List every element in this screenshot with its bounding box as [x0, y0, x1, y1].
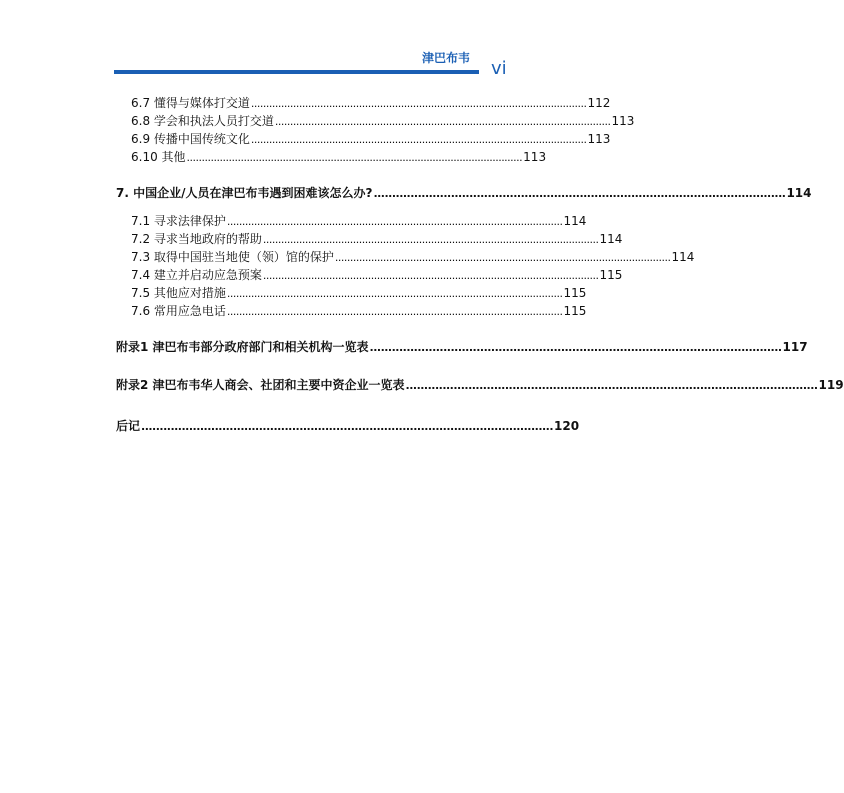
- toc-leader-dots: ................................................................................................................: [334, 251, 671, 264]
- toc-entry-label: 6.7 懂得与媒体打交道: [131, 96, 250, 110]
- toc-leader-dots: ................................................................................................................: [226, 287, 563, 300]
- toc-entry-label: 7.6 常用应急电话: [131, 304, 226, 318]
- toc-entry-label: 7.3 取得中国驻当地使（领）馆的保护: [131, 250, 334, 264]
- toc-entry-7-3[interactable]: [131, 249, 695, 266]
- toc-entry-page: 113: [611, 114, 635, 128]
- toc-entry-page: 117: [782, 340, 808, 354]
- running-title: 津巴布韦: [422, 51, 471, 65]
- toc-leader-dots: ................................................................................................................: [226, 305, 563, 318]
- toc-entry-page: 120: [554, 419, 580, 433]
- toc-entry-page: 115: [599, 268, 623, 282]
- toc-leader-dots: ................................................................................................................: [141, 420, 554, 433]
- toc-entry-label: 后记: [116, 419, 141, 433]
- toc-entry-page: 113: [587, 132, 611, 146]
- toc-entry-page: 113: [523, 150, 547, 164]
- toc-entry-7-2[interactable]: [131, 231, 623, 248]
- toc-entry-page: 115: [563, 304, 587, 318]
- toc-entry-7-1[interactable]: [131, 213, 587, 230]
- toc-entry-page: 119: [818, 378, 844, 392]
- toc-entry-label: 6.9 传播中国传统文化: [131, 132, 250, 146]
- toc-leader-dots: ................................................................................................................: [250, 97, 587, 110]
- toc-entry-label: 6.8 学会和执法人员打交道: [131, 114, 274, 128]
- toc-entry-7-6[interactable]: [131, 303, 587, 320]
- toc-entry-label: 7.2 寻求当地政府的帮助: [131, 232, 262, 246]
- toc-entry-6-7[interactable]: [131, 95, 611, 112]
- page-number: vi: [491, 58, 507, 79]
- toc-entry-page: 114: [563, 214, 587, 228]
- toc-entry-page: 114: [671, 250, 695, 264]
- toc-leader-dots: ................................................................................................................: [226, 215, 563, 228]
- toc-entry-7-5[interactable]: [131, 285, 587, 302]
- toc-appendix-2[interactable]: [116, 377, 844, 394]
- toc-entry-label: 7.1 寻求法律保护: [131, 214, 226, 228]
- toc-entry-6-8[interactable]: [131, 113, 635, 130]
- toc-entry-page: 114: [786, 186, 812, 200]
- toc-chapter-7[interactable]: [116, 185, 812, 202]
- toc-entry-7-4[interactable]: [131, 267, 623, 284]
- toc-entry-label: 附录1 津巴布韦部分政府部门和相关机构一览表: [116, 340, 369, 354]
- toc-entry-page: 115: [563, 286, 587, 300]
- toc-leader-dots: ................................................................................................................: [405, 379, 818, 392]
- toc-leader-dots: ................................................................................................................: [262, 233, 599, 246]
- header-rule: [114, 70, 479, 74]
- toc-leader-dots: ................................................................................................................: [250, 133, 587, 146]
- toc-entry-label: 7.4 建立并启动应急预案: [131, 268, 262, 282]
- toc-leader-dots: ................................................................................................................: [262, 269, 599, 282]
- toc-leader-dots: ................................................................................................................: [186, 151, 523, 164]
- toc-leader-dots: ................................................................................................................: [274, 115, 611, 128]
- toc-entry-label: 7.5 其他应对措施: [131, 286, 226, 300]
- toc-entry-label: 附录2 津巴布韦华人商会、社团和主要中资企业一览表: [116, 378, 405, 392]
- toc-leader-dots: ................................................................................................................: [369, 341, 782, 354]
- toc-entry-label: 7. 中国企业/人员在津巴布韦遇到困难该怎么办?: [116, 186, 373, 200]
- toc-entry-page: 114: [599, 232, 623, 246]
- toc-afterword[interactable]: [116, 418, 580, 435]
- toc-entry-label: 6.10 其他: [131, 150, 186, 164]
- toc-entry-6-10[interactable]: [131, 149, 547, 166]
- toc-entry-6-9[interactable]: [131, 131, 611, 148]
- toc-appendix-1[interactable]: [116, 339, 808, 356]
- toc-leader-dots: ................................................................................................................: [373, 187, 786, 200]
- toc-entry-page: 112: [587, 96, 611, 110]
